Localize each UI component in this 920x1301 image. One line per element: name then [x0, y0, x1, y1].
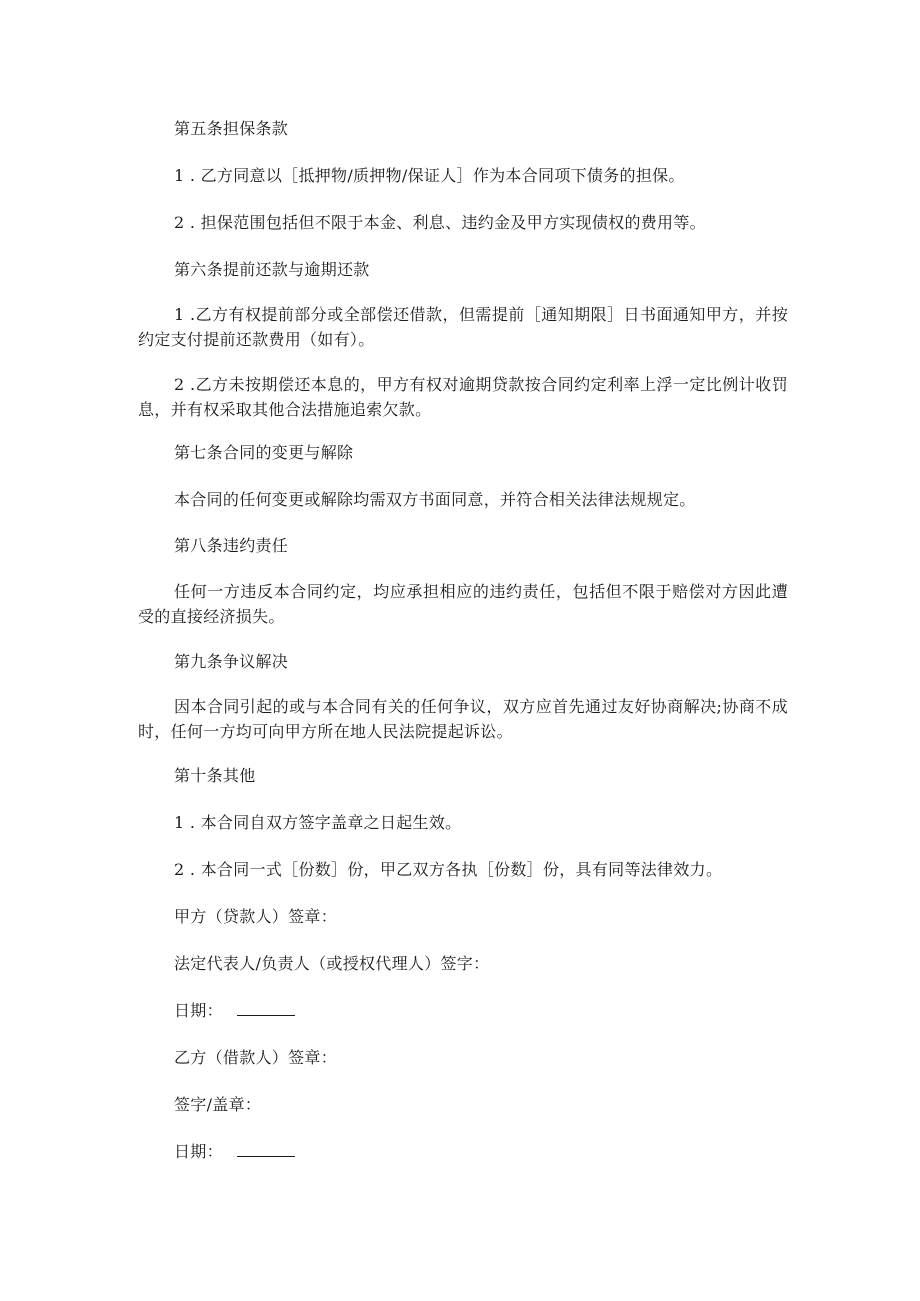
date-b-line — [174, 1140, 295, 1164]
date-a-line — [174, 999, 295, 1023]
article-7-body: 本合同的任何变更或解除均需双方书面同意，并符合相关法律法规规定。 — [174, 490, 696, 509]
article-10-heading: 第十条其他 — [174, 766, 256, 785]
article-8-body: 任何一方违反本合同约定，均应承担相应的违约责任，包括但不限于赔偿对方因此遭受的直接经济损失。 — [138, 582, 788, 626]
article-10-item-1: 1 . 本合同自双方签字盖章之日起生效。 — [174, 813, 462, 832]
date-b-label: 日期： — [174, 1142, 223, 1161]
article-5-heading: 第五条担保条款 — [174, 119, 289, 138]
article-6-heading: 第六条提前还款与逾期还款 — [174, 260, 370, 279]
article-10-item-2: 2 . 本合同一式［份数］份，甲乙双方各执［份数］份，具有同等法律效力。 — [174, 860, 723, 879]
date-a-label: 日期： — [174, 1001, 223, 1020]
article-6-item-2: 2 .乙方未按期偿还本息的，甲方有权对逾期贷款按合同约定利率上浮一定比例计收罚息，并有权采取其他合法措施追索欠款。 — [138, 375, 788, 419]
legal-rep-sign-label: 法定代表人/负责人（或授权代理人）签字： — [174, 954, 490, 973]
party-a-seal-label: 甲方（贷款人）签章： — [174, 907, 338, 926]
article-7-heading: 第七条合同的变更与解除 — [174, 443, 354, 462]
date-a-blank[interactable] — [237, 1001, 295, 1016]
article-5-item-2: 2 . 担保范围包括但不限于本金、利息、违约金及甲方实现债权的费用等。 — [174, 213, 706, 232]
party-b-seal-label: 乙方（借款人）签章： — [174, 1048, 338, 1067]
article-9-body: 因本合同引起的或与本合同有关的任何争议，双方应首先通过友好协商解决;协商不成时，任何一方均可向甲方所在地人民法院提起诉讼。 — [138, 697, 788, 741]
article-5-item-1: 1 . 乙方同意以［抵押物/质押物/保证人］作为本合同项下债务的担保。 — [174, 166, 685, 185]
date-b-blank[interactable] — [237, 1142, 295, 1157]
article-9-heading: 第九条争议解决 — [174, 652, 289, 671]
sign-seal-label: 签字/盖章： — [174, 1095, 262, 1114]
article-6-item-1: 1 .乙方有权提前部分或全部偿还借款，但需提前［通知期限］日书面通知甲方，并按约定支付提前还款费用（如有）。 — [138, 305, 788, 349]
article-8-heading: 第八条违约责任 — [174, 536, 289, 555]
